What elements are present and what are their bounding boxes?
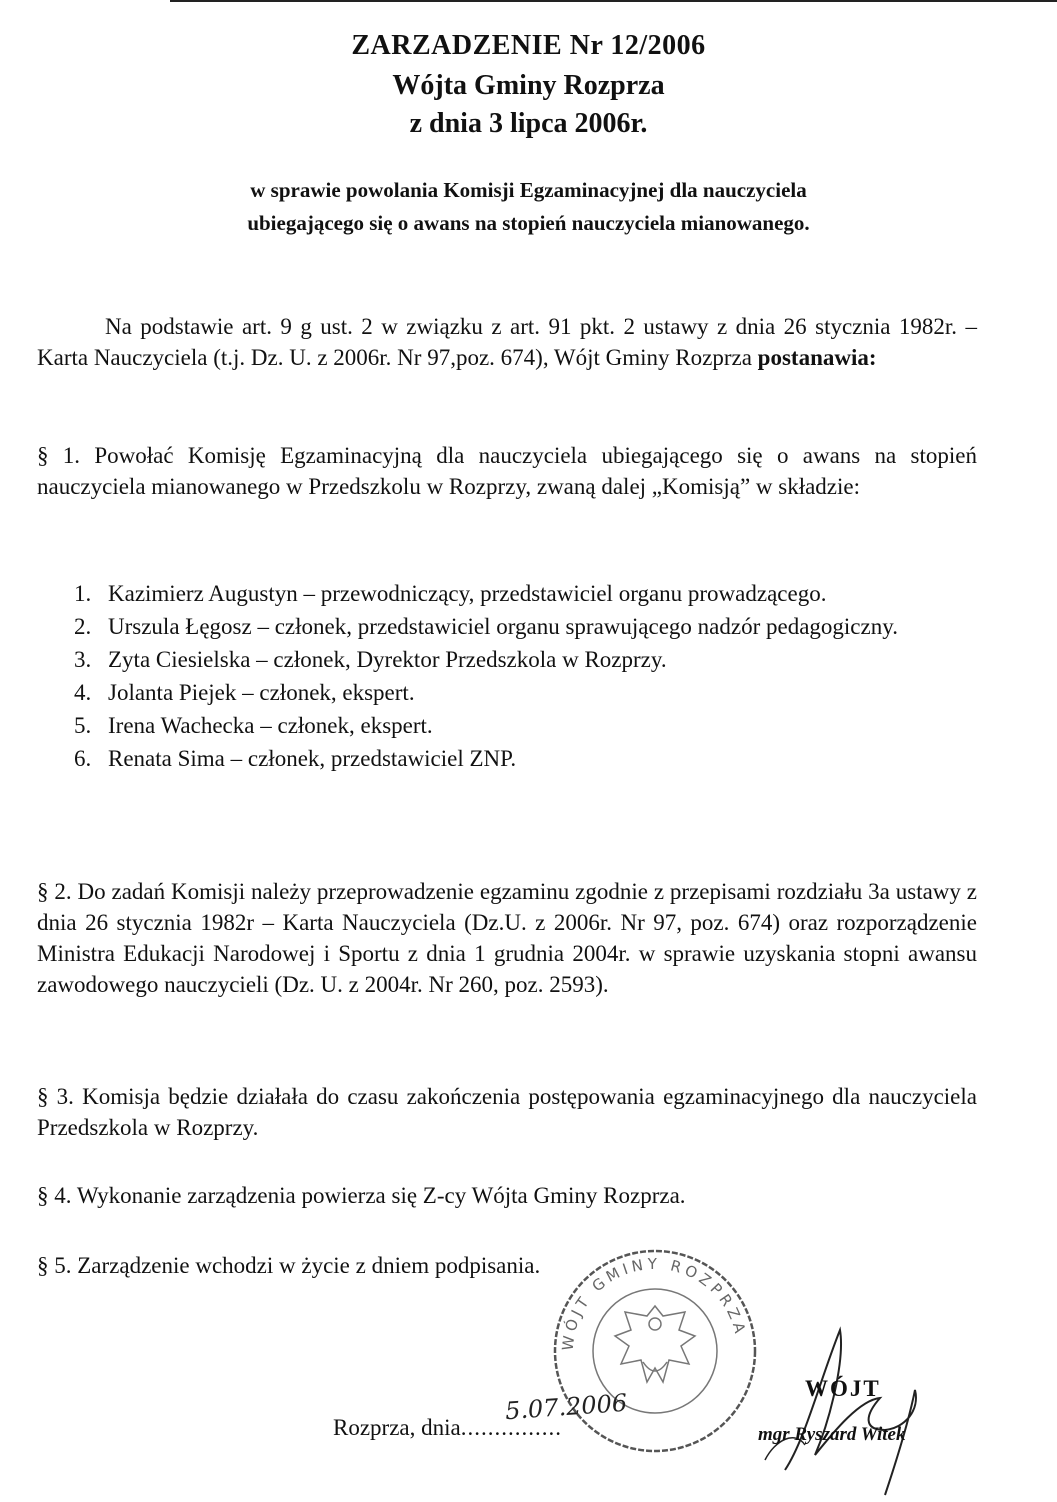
intro-bold: postanawia: [757, 345, 877, 370]
list-item [74, 643, 977, 676]
list-text: Urszula Łęgosz – członek, przedstawiciel organu sprawującego nadzór pedagogiczny. [108, 614, 898, 639]
signer-name: mgr Ryszard Witek [758, 1424, 906, 1445]
subject-line-1: w sprawie powolania Komisji Egzaminacyjnej dla nauczyciela [250, 178, 807, 202]
section-4: § 4. Wykonanie zarządzenia powierza się Z-cy Wójta Gminy Rozprza. [37, 1183, 686, 1208]
list-number: 3. [74, 647, 92, 672]
list-number: 6. [74, 746, 92, 771]
official-stamp-icon [548, 1244, 763, 1459]
list-number: 5. [74, 713, 92, 738]
list-text: Renata Sima – członek, przedstawiciel ZNP. [108, 746, 517, 771]
list-item [74, 577, 977, 610]
document-date: z dnia 3 lipca 2006r. [409, 108, 648, 139]
list-item [74, 742, 977, 775]
list-item [74, 676, 977, 709]
list-text: Irena Wachecka – członek, ekspert. [108, 713, 433, 738]
subject-line-2: ubiegającego się o awans na stopień nauczyciela mianowanego. [247, 211, 810, 235]
list-text: Zyta Ciesielska – członek, Dyrektor Przedszkola w Rozprzy. [108, 647, 667, 672]
handwritten-date: 5.07.2006 [504, 1388, 628, 1426]
section-2: § 2. Do zadań Komisji należy przeprowadzenie egzaminu zgodnie z przepisami rozdziału 3a ustawy z dnia 26 stycznia 1982r – Karta Nauczyciela (Dz.U. z 2006r. Nr 97, poz. 674) oraz rozporządzenie Ministra Edukacji Narodowej i Sportu z dnia 1 grudnia 2004r. w sprawie uzyskania stopni awansu zawodowego nauczycieli (Dz. U. z 2004r. Nr 260, poz. 2593). [37, 879, 977, 997]
intro-paragraph [37, 311, 977, 373]
signature-icon [745, 1320, 975, 1500]
top-border-line [170, 0, 1057, 2]
list-number: 4. [74, 680, 92, 705]
svg-text:WÓJT GMINY ROZPRZA: WÓJT GMINY ROZPRZA [558, 1254, 750, 1352]
list-item [74, 709, 977, 742]
document-subject [0, 174, 1057, 240]
document-issuer: Wójta Gminy Rozprza [392, 70, 665, 101]
intro-text: Na podstawie art. 9 g ust. 2 w związku z art. 91 pkt. 2 ustawy z dnia 26 stycznia 1982r. – Karta Nauczyciela (t.j. Dz. U. z 2006r. Nr 97,poz. 674), Wójt Gminy Rozprza [37, 314, 977, 370]
list-number: 1. [74, 581, 92, 606]
committee-members-list [74, 577, 977, 775]
list-text: Jolanta Piejek – członek, ekspert. [108, 680, 415, 705]
section-1: § 1. Powołać Komisję Egzaminacyjną dla nauczyciela ubiegającego się o awans na stopień nauczyciela mianowanego w Przedszkolu w Rozprzy, zwaną dalej „Komisją” w składzie: [37, 443, 977, 499]
date-dots: ............... [460, 1415, 562, 1440]
place-label: Rozprza, dnia [333, 1415, 461, 1440]
office-title: WÓJT [805, 1376, 881, 1401]
list-item [74, 610, 977, 643]
section-3: § 3. Komisja będzie działała do czasu zakończenia postępowania egzaminacyjnego dla nauczyciela Przedszkola w Rozprzy. [37, 1084, 977, 1140]
section-5: § 5. Zarządzenie wchodzi w życie z dniem podpisania. [37, 1253, 541, 1278]
document-title: ZARZADZENIE Nr 12/2006 [351, 30, 706, 61]
list-number: 2. [74, 614, 92, 639]
list-text: Kazimierz Augustyn – przewodniczący, przedstawiciel organu prowadzącego. [108, 581, 827, 606]
